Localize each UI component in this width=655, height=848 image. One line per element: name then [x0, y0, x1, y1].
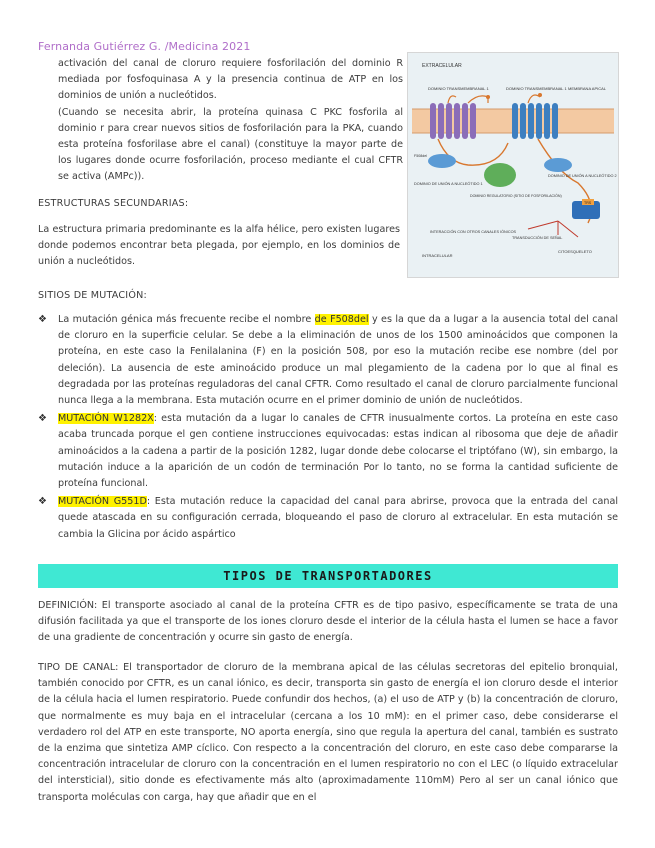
secondary-structures-text: La estructura primaria predominante es la alfa hélice, pero existen lugares donde podemos encontrar beta plegada, por ejemplo, en los dominios de unión a nucleótidos. — [38, 224, 400, 268]
tm2-label: DOMINIO TRANSMEMBRANAL 1 — [506, 86, 567, 91]
intro-block — [58, 56, 403, 186]
nbd1-label: DOMINIO DE UNIÓN A NUCLEÓTIDO 1 — [414, 182, 483, 186]
nbd1-domain — [428, 154, 456, 168]
highlight-g551d: MUTACIÓN G551D — [58, 496, 147, 508]
author-header: Fernanda Gutiérrez G. /Medicina 2021 — [38, 40, 251, 53]
intro-paragraph-2: (Cuando se necesita abrir, la proteína quinasa C PKC fosforila al dominio r para crear nuevos sitios de fosforilación para la PKA, cuando esta proteína fosforilase abre el canal) (constituye la mayor parte de los lugares donde ocurre fosforilación, proceso mediante el cual CFTR se activa (AMPc)). — [58, 106, 403, 183]
mutation-list — [38, 312, 618, 545]
f508del-label: F508del — [414, 154, 427, 158]
diamond-bullet-icon: ❖ — [38, 314, 47, 325]
highlight-f508del: de F508del — [314, 314, 369, 325]
interaction-label: INTERACCIÓN CON OTROS CANALES IÓNICOS — [430, 230, 517, 234]
highlight-w1282x: MUTACIÓN W1282X — [58, 413, 154, 425]
tm1-label: DOMINIO TRANSMEMBRANAL 1 — [428, 86, 489, 91]
mutation-sites-heading: SITIOS DE MUTACIÓN: — [38, 290, 147, 301]
channel-type-paragraph: TIPO DE CANAL: El transportador de cloruro de la membrana apical de las células secretoras del epitelio bronquial, también conocido por CFTR, es un canal iónico, es decir, transporta sin gasto de energía el ion cloruro desde el interior de la célula hacia el lumen respiratorio. Puede confundir dos hechos, (a) el uso de ATP y (b) la concentración de cloruro, que normalmente es muy baja en el intracelular (cercana a los 10 mM): en el primer caso, debe considerarse el verdadero rol del ATP en este transporte, NO aporta energía, sino que regula la apertura del canal, también es sustrato de la enzima que sintetiza AMP cíclico. Con respecto a la concentración del cloruro, en este caso debe compararse la concentración intracelular de cloruro con la concentración en el lumen respiratorio no con el LEC (o líquido extracelular del intersticial), sitio donde es efectivamente más alto (aproximadamente 110mM) Pero al ser un canal iónico que transporta moléculas con carga, hay que añadir que en el — [38, 662, 618, 803]
section-title: TIPOS DE TRANSPORTADORES — [223, 569, 433, 583]
intro-paragraph-1: activación del canal de cloruro requiere fosforilación del dominio R mediada por fosfoquinasa A y la presencia continua de ATP en los dominios de unión a nucleótidos. — [58, 58, 403, 102]
transduction-label: TRANSDUCCIÓN DE SEÑAL — [512, 236, 563, 240]
definition-paragraph: DEFINICIÓN: El transporte asociado al canal de la proteína CFTR es de tipo pasivo, específicamente se trata de una difusión facilitada ya que el transporte de los iones cloruro desde el interior de la célula hasta el lumen se hace a favor de una gradiente de concentración y ocurre sin gasto de energía. — [38, 600, 618, 644]
nbd2-label: DOMINIO DE UNIÓN A NUCLEÓTIDO 2 — [548, 174, 617, 178]
mutation-item-w1282x: ❖ MUTACIÓN W1282X: esta mutación da a lugar lo canales de CFTR inusualmente cortos. La proteína en este caso acaba truncada porque el gen contiene instrucciones equivocadas: estas indican al ribosoma que deje de añadir aminoácidos a la cadena a partir de la posición 1282, lugar donde debe colocarse el triptófano (W), sin embargo, la mutación induce a la aparición de un codón de terminación Por lo tanto, no se forma la cantidad suficiente de proteína funcional. — [38, 413, 619, 490]
regulatory-label: DOMINIO REGULATORIO (SITIO DE FOSFORILACIÓN) — [470, 194, 562, 198]
cftr-diagram — [407, 52, 619, 278]
tag-label: TRS — [584, 201, 592, 205]
diamond-bullet-icon: ❖ — [38, 413, 47, 425]
apical-membrane-label: MEMBRANA APICAL — [568, 86, 607, 91]
section-banner — [38, 564, 618, 588]
diamond-bullet-icon: ❖ — [38, 496, 47, 508]
extracellular-label: EXTRACELULAR — [422, 63, 462, 69]
secondary-structures-heading: ESTRUCTURAS SECUNDARIAS: — [38, 198, 189, 209]
regulatory-domain — [484, 163, 516, 187]
nbd2-domain — [544, 158, 572, 172]
intracellular-label: INTRACELULAR — [422, 253, 453, 258]
cytoskeleton-label: CITOESQUELETO — [558, 249, 592, 254]
mutation-item-g551d: ❖ MUTACIÓN G551D: Esta mutación reduce la capacidad del canal para abrirse, provoca que la entrada del canal quede atascada en su configuración cerrada, bloqueando el paso de cloruro al extracelular. En esta mutación se cambia la Glicina por ácido aspártico — [38, 496, 618, 540]
mutation-item-f508del: ❖ La mutación génica más frecuente recibe el nombre de F508del y es la que da a lugar a la ausencia total del canal de cloruro en la superficie celular. Se debe a la eliminación de unos de los 1500 aminoácidos que componen la proteína, en este caso la Fenilalanina (F) en la posición 508, por eso la mutación recibe ese nombre (del por deleción). La ausencia de este aminoácido produce un mal plegamiento de la cadena por lo que al final es degradada por las proteínas reguladoras del canal CFTR. Como resultado el canal de cloruro parcialmente funcional nunca llega a la membrana. Esta mutación ocurre en el primer dominio de unión de nucleótidos. — [38, 314, 619, 407]
